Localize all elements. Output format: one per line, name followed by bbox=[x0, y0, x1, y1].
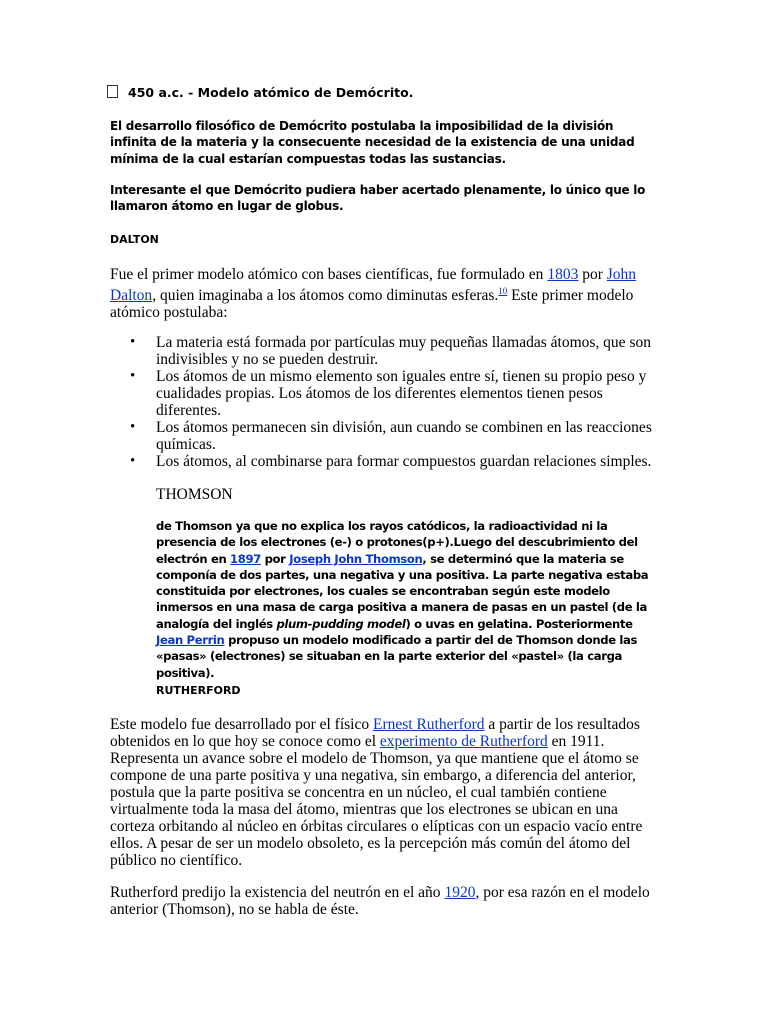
bullet-icon: • bbox=[130, 334, 136, 350]
democritus-heading bbox=[106, 84, 666, 102]
list-item bbox=[110, 453, 670, 470]
postulate-text: La materia está formada por partículas muy pequeñas llamadas átomos, que son indivisibles y no se pueden destruir. bbox=[156, 334, 651, 368]
list-item bbox=[110, 368, 670, 419]
plum-pudding-term: plum-pudding model bbox=[276, 616, 406, 631]
neutron-text-1: Rutherford predijo la existencia del neutrón en el año bbox=[110, 884, 445, 901]
bullet-icon: • bbox=[130, 453, 136, 469]
dalton-postulates-list bbox=[110, 334, 670, 470]
reference-link-10[interactable]: 10 bbox=[498, 286, 508, 296]
democritus-paragraph-2: Interesante el que Demócrito pudiera haber acertado plenamente, lo único que lo llamaron átomo en lugar de globus. bbox=[110, 183, 646, 214]
dalton-text-3: , quien imaginaba a los átomos como diminutas esferas. bbox=[152, 287, 499, 304]
thomson-heading: THOMSON bbox=[156, 486, 233, 503]
democritus-heading-text: 450 a.c. - Modelo atómico de Demócrito. bbox=[128, 85, 414, 100]
thomson-text-1: de Thomson ya que no explica los rayos catódicos, la radioactividad ni la presencia de los electrones (e-) o protones(p+).Luego del descubrimiento del electrón en bbox=[156, 519, 638, 566]
neutron-text-2: , por esa razón en el modelo anterior (Thomson), no se habla de éste. bbox=[110, 884, 650, 918]
postulate-text: Los átomos, al combinarse para formar compuestos guardan relaciones simples. bbox=[156, 453, 652, 470]
missing-glyph-icon bbox=[107, 85, 118, 98]
thomson-text-2: por bbox=[260, 551, 290, 566]
link-john-dalton[interactable]: John Dalton bbox=[110, 266, 637, 304]
bullet-icon: • bbox=[130, 419, 136, 435]
postulate-text: Los átomos de un mismo elemento son iguales entre sí, tienen su propio peso y cualidades propias. Los átomos de los diferentes elementos tienen pesos diferentes. bbox=[156, 368, 647, 419]
thomson-text-3: , se determinó que la materia se componía de dos partes, una negativa y una positiva. La parte negativa estaba constituida por electrones, los cuales se encontraban según este modelo inmersos en una masa de carga positiva a manera de pasas en un pastel (de la analogía del inglés bbox=[156, 551, 649, 631]
thomson-text-4: ) o uvas en gelatina. Posteriormente bbox=[405, 616, 633, 631]
dalton-text-1: Fue el primer modelo atómico con bases científicas, fue formulado en bbox=[110, 266, 548, 283]
dalton-text-2: por bbox=[578, 266, 607, 283]
dalton-text-4: Este primer modelo atómico postulaba: bbox=[110, 287, 634, 321]
link-experimento-de-rutherford[interactable]: experimento de Rutherford bbox=[379, 733, 548, 750]
thomson-text-5: propuso un modelo modificado a partir del de Thomson donde las «pasas» (electrones) se situaban en la parte exterior del «pastel» (la carga positiva). bbox=[156, 633, 638, 680]
bullet-icon: • bbox=[130, 368, 136, 384]
dalton-heading: DALTON bbox=[110, 233, 159, 246]
democritus-paragraph-1: El desarrollo filosófico de Demócrito postulaba la imposibilidad de la división infinita de la materia y la consecuente necesidad de la existencia de una unidad mínima de la cual estarían compuestas todas las sustancias. bbox=[110, 119, 635, 166]
link-joseph-john-thomson[interactable]: Joseph John Thomson bbox=[289, 551, 423, 566]
link-jean-perrin[interactable]: Jean Perrin bbox=[156, 633, 225, 648]
thomson-paragraph bbox=[156, 518, 656, 681]
link-ernest-rutherford[interactable]: Ernest Rutherford bbox=[373, 716, 485, 733]
link-1897[interactable]: 1897 bbox=[230, 551, 261, 566]
rutherford-text-3: en 1911. Representa un avance sobre el modelo de Thomson, ya que mantiene que el átomo se compone de una parte positiva y una negativa, sin embargo, a diferencia del anterior, postula que la parte positiva se concentra en un núcleo, el cual también contiene virtualmente toda la masa del átomo, mientras que los electrones se ubican en una corteza orbitando al núcleo en órbitas circulares o elípticas con un espacio vacío entre ellos. A pesar de ser un modelo obsoleto, es la percepción más común del átomo del público no científico. bbox=[110, 733, 643, 869]
postulate-text: Los átomos permanecen sin división, aun cuando se combinen en las reacciones químicas. bbox=[156, 419, 652, 453]
rutherford-paragraph bbox=[110, 716, 652, 869]
rutherford-text-1: Este modelo fue desarrollado por el físico bbox=[110, 716, 373, 733]
dalton-paragraph bbox=[110, 266, 650, 321]
neutron-paragraph bbox=[110, 884, 652, 918]
link-1920[interactable]: 1920 bbox=[444, 884, 476, 901]
rutherford-heading: RUTHERFORD bbox=[156, 684, 241, 697]
list-item bbox=[110, 334, 670, 368]
list-item bbox=[110, 419, 670, 453]
link-1803[interactable]: 1803 bbox=[547, 266, 579, 283]
rutherford-text-2: a partir de los resultados obtenidos en lo que hoy se conoce como el bbox=[110, 716, 640, 750]
